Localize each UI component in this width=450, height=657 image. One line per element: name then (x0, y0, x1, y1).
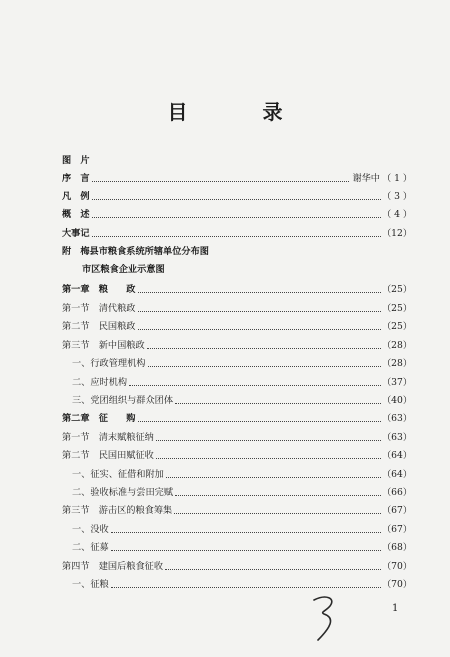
toc-leader-dots (92, 181, 350, 182)
toc-entry (0, 190, 450, 204)
toc-entry-page: （63） (382, 432, 413, 443)
toc-entry (0, 339, 450, 353)
toc-entry (0, 504, 450, 518)
toc-entry-label: 一、征粮 (72, 579, 109, 590)
toc-leader-dots (129, 385, 381, 386)
toc-leader-dots (148, 366, 382, 367)
toc-entry-page: （28） (382, 340, 413, 351)
toc-entry-label: 市区粮食企业示意图 (82, 264, 165, 275)
toc-entry-label: 二、应时机构 (72, 377, 128, 388)
toc-entry-page: （ 1 ） (382, 173, 413, 184)
toc-leader-dots (138, 292, 382, 293)
toc-entry (0, 154, 450, 168)
toc-entry (0, 263, 450, 277)
toc-leader-dots (92, 217, 381, 218)
toc-entry (0, 412, 450, 426)
toc-entry (0, 208, 450, 222)
toc-leader-dots (138, 311, 382, 312)
toc-entry-label: 第一章 粮 政 (62, 284, 136, 295)
toc-entry-label: 第一节 清末赋粮征纳 (62, 432, 154, 443)
toc-entry (0, 245, 450, 259)
toc-leader-dots (175, 495, 381, 496)
toc-entry-label: 三、党团组织与群众团体 (72, 395, 174, 406)
toc-entry (0, 468, 450, 482)
toc-entry-page: （64） (382, 450, 413, 461)
toc-entry (0, 560, 450, 574)
toc-entry-page: （70） (382, 561, 413, 572)
toc-entry-page: （64） (382, 469, 413, 480)
toc-leader-dots (92, 236, 381, 237)
toc-entry (0, 376, 450, 390)
toc-entry (0, 283, 450, 297)
toc-entry-page: （25） (382, 284, 413, 295)
toc-leader-dots (165, 569, 381, 570)
toc-entry (0, 449, 450, 463)
toc-leader-dots (174, 513, 381, 514)
toc-entry-label: 概 述 (62, 209, 90, 220)
toc-entry-page: （12） (382, 228, 413, 239)
toc-entry (0, 431, 450, 445)
toc-entry-label: 第二节 民国田赋征收 (62, 450, 154, 461)
toc-leader-dots (92, 199, 381, 200)
toc-leader-dots (147, 348, 381, 349)
toc-entry (0, 394, 450, 408)
toc-entry-page: （67） (382, 524, 413, 535)
toc-entry-label: 第二章 征 购 (62, 413, 136, 424)
toc-entry-author: 谢华中 (352, 173, 380, 184)
toc-entry-label: 第三节 新中国粮政 (62, 340, 145, 351)
toc-entry-page: （40） (382, 395, 413, 406)
toc-entry-label: 第一节 清代粮政 (62, 303, 136, 314)
toc-leader-dots (138, 421, 382, 422)
toc-entry (0, 523, 450, 537)
toc-entry-page: （25） (382, 303, 413, 314)
toc-entry (0, 227, 450, 241)
toc-entry-page: （ 4 ） (382, 209, 413, 220)
toc-leader-dots (111, 532, 381, 533)
toc-entry (0, 357, 450, 371)
toc-leader-dots (156, 458, 381, 459)
toc-entry (0, 486, 450, 500)
page-number: 1 (392, 603, 399, 614)
toc-entry-label: 一、没收 (72, 524, 109, 535)
toc-entry (0, 541, 450, 555)
toc-entry (0, 578, 450, 592)
toc-leader-dots (111, 550, 381, 551)
toc-entry-page: （68） (382, 542, 413, 553)
toc-leader-dots (166, 477, 381, 478)
toc-entry (0, 302, 450, 316)
toc-entry-page: （70） (382, 579, 413, 590)
toc-entry-page: （66） (382, 487, 413, 498)
toc-entry (0, 172, 450, 186)
toc-leader-dots (138, 329, 382, 330)
toc-entry-label: 第二节 民国粮政 (62, 321, 136, 332)
toc-entry-label: 第三节 游击区的粮食筹集 (62, 505, 173, 516)
toc-leader-dots (175, 403, 381, 404)
toc-entry-label: 第四节 建国后粮食征收 (62, 561, 164, 572)
toc-entry-page: （ 3 ） (382, 191, 413, 202)
toc-entry-page: （63） (382, 413, 413, 424)
toc-entry (0, 320, 450, 334)
toc-entry-page: （28） (382, 358, 413, 369)
toc-entry-label: 一、行政管理机构 (72, 358, 146, 369)
toc-entry-label: 附 梅县市粮食系统所辖单位分布图 (62, 246, 209, 257)
toc-entry-page: （67） (382, 505, 413, 516)
handwritten-mark-icon (300, 588, 360, 648)
toc-entry-label: 二、验收标准与尝田完赋 (72, 487, 174, 498)
toc-entry-page: （25） (382, 321, 413, 332)
page-title: 目 录 (167, 100, 317, 124)
toc-entry-label: 图 片 (62, 155, 90, 166)
toc-entry-label: 一、征实、征借和附加 (72, 469, 164, 480)
toc-entry-page: （37） (382, 377, 413, 388)
toc-leader-dots (156, 440, 381, 441)
toc-entry-label: 序 言 (62, 173, 90, 184)
toc-entry-label: 凡 例 (62, 191, 90, 202)
toc-entry-label: 二、征募 (72, 542, 109, 553)
toc-entry-label: 大事记 (62, 228, 90, 239)
